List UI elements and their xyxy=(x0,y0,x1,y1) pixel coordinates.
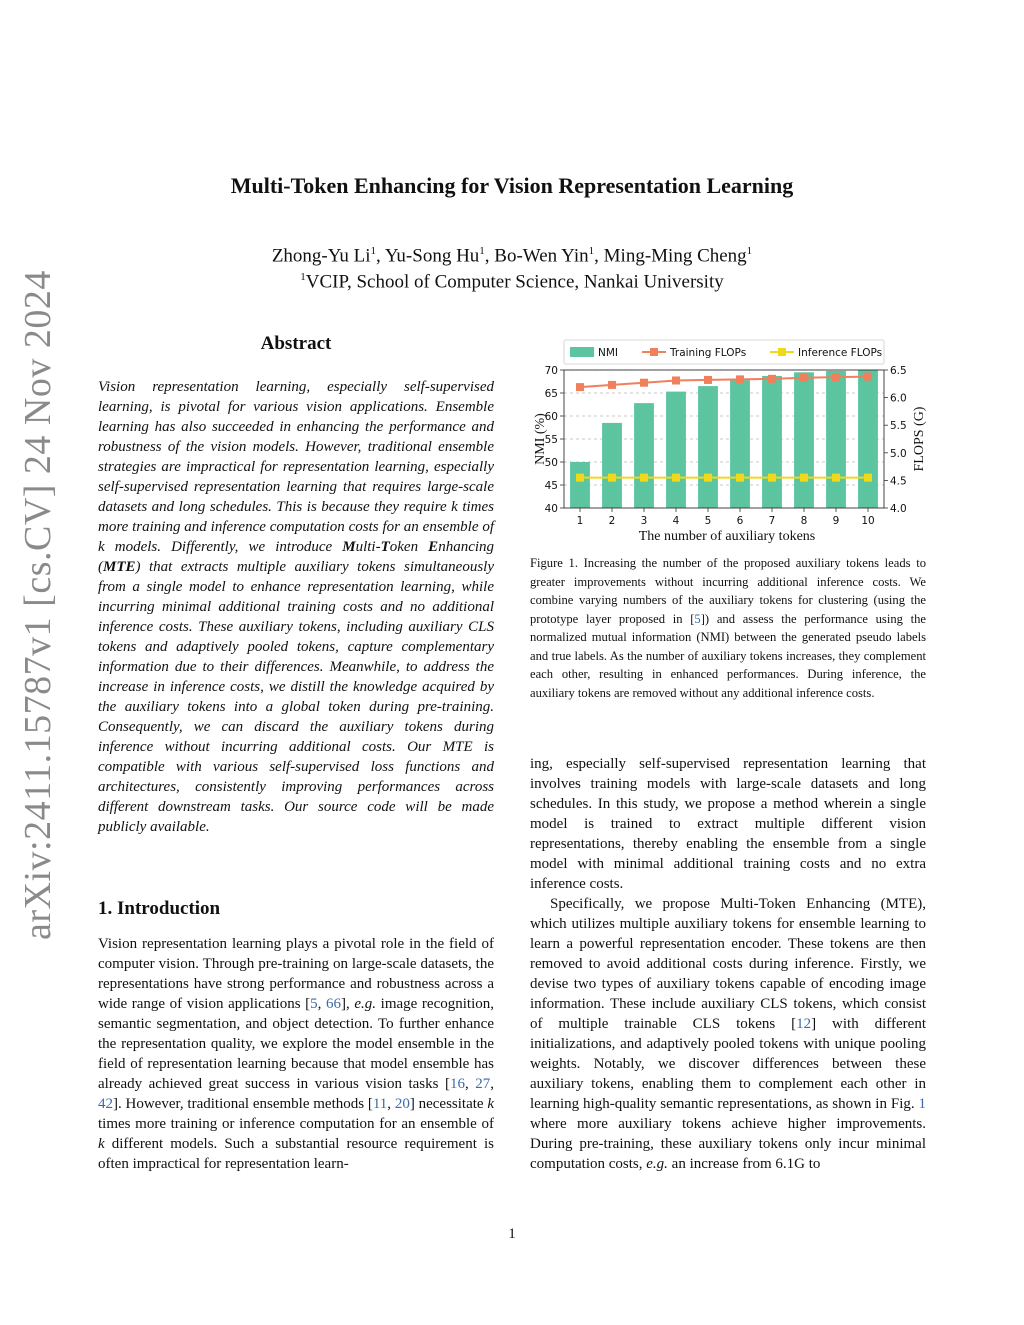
text-run: oken xyxy=(389,539,429,555)
inference-flops-point xyxy=(608,474,616,482)
introduction-body xyxy=(98,934,494,1174)
citation-link[interactable]: 11 xyxy=(372,1096,388,1112)
inference-flops-point xyxy=(576,474,584,482)
nmi-bar xyxy=(666,392,686,508)
method-initial: E xyxy=(428,539,439,555)
citation-link[interactable]: 66 xyxy=(326,996,342,1012)
citation-link[interactable]: 5 xyxy=(694,611,701,626)
y2-tick-label: 4.0 xyxy=(890,503,907,515)
inference-flops-point xyxy=(640,474,648,482)
training-flops-point xyxy=(640,379,648,387)
text-run: , xyxy=(317,996,327,1012)
nmi-bar xyxy=(794,372,814,508)
training-flops-point xyxy=(768,375,776,383)
figure-1-chart xyxy=(530,336,930,546)
page-number: 1 xyxy=(508,1226,516,1242)
text-run: where more auxiliary tokens achieve higher improvements. During pre-training, these auxiliary tokens only incur minimal computation costs, xyxy=(530,1116,926,1172)
y-tick-label: 55 xyxy=(544,434,558,446)
affiliation-text: VCIP, School of Computer Science, Nankai University xyxy=(305,271,724,293)
x-tick-label: 5 xyxy=(704,515,712,527)
inference-flops-point xyxy=(864,474,872,482)
y-tick-label: 40 xyxy=(544,503,558,515)
text-run: different models. Such a substantial resource requirement is often impractical for representation learn- xyxy=(98,1136,494,1172)
nmi-bar xyxy=(762,376,782,508)
section-heading-introduction: 1. Introduction xyxy=(98,898,221,919)
y-tick-label: 65 xyxy=(544,388,558,400)
text-run: , xyxy=(490,1076,495,1092)
author-name: Yu-Song Hu xyxy=(384,245,480,267)
nmi-bar xyxy=(858,370,878,508)
arxiv-identifier: arXiv:2411.15787v1 [cs.CV] 24 Nov 2024 xyxy=(17,270,59,940)
x-tick-label: 8 xyxy=(800,515,808,527)
citation-link[interactable]: 16 xyxy=(450,1076,465,1092)
legend-marker-inference xyxy=(778,348,786,356)
x-tick-label: 10 xyxy=(861,515,875,527)
method-initial: M xyxy=(342,539,356,555)
abbrev-eg: e.g. xyxy=(354,996,377,1012)
nmi-bar xyxy=(602,423,622,508)
text-run: nhancing ( xyxy=(98,539,495,575)
training-flops-point xyxy=(704,376,712,384)
affiliation-marker: 1 xyxy=(588,245,595,257)
text-run: times more training or inference computation for an ensemble of xyxy=(98,1116,494,1132)
citation-link[interactable]: 5 xyxy=(310,996,318,1012)
training-flops-point xyxy=(608,381,616,389)
y2-tick-label: 6.5 xyxy=(890,365,907,377)
math-k: k xyxy=(451,499,458,515)
x-tick-label: 6 xyxy=(736,515,744,527)
training-flops-point xyxy=(864,373,872,381)
text-run: ) that extracts multiple auxiliary tokens simultaneously from a single model to enhance representation learning, while incurring minimal additional training costs and no additional inference costs. These auxiliary tokens, including auxiliary CLS tokens and adaptively pooled tokens, capture complementary information due to their differences. Meanwhile, to address the increase in inference costs, we distill the knowledge acquired by the auxiliary tokens into a global token during pre-training. Consequently, we can discard the auxiliary tokens during inference without incurring additional costs. Our MTE is compatible with various self-supervised loss functions and architectures, consistently improving performances across different downstream tasks. Our source code will be made publicly available. xyxy=(98,559,494,835)
training-flops-line xyxy=(580,377,868,387)
paragraph: ing, especially self-supervised representation learning that involves training models with large-scale datasets and long schedules. In this study, we propose a method wherein a single model is trained to extract multiple different vision representations, thereby enabling the ensemble from a single model with minimal additional training costs and no extra inference costs. xyxy=(530,756,926,892)
x-tick-label: 2 xyxy=(608,515,616,527)
author-separator: , xyxy=(484,245,495,267)
training-flops-point xyxy=(672,376,680,384)
nmi-bar xyxy=(826,371,846,508)
paragraph xyxy=(530,894,926,1174)
text-run: ulti- xyxy=(355,539,381,555)
nmi-bar xyxy=(698,386,718,508)
training-flops-point xyxy=(832,373,840,381)
citation-link[interactable]: 42 xyxy=(98,1096,113,1112)
text-run: Vision representation learning, especially self-supervised learning, is pivotal for various vision applications. Ensemble learning has also succeeded in enhancing the performance and robustness of the vision models. However, traditional ensemble strategies are impractical for representation learning, especially self-supervised representation learning that requires large-scale datasets and long schedules. This is because they require xyxy=(98,379,494,515)
y-tick-label: 50 xyxy=(544,457,558,469)
y2-tick-label: 5.5 xyxy=(890,420,907,433)
affiliation-marker: 1 xyxy=(370,245,377,257)
text-run: ] with different initializations, and adaptively pooled tokens with unique pooling weights. Notably, we discover differences between these auxiliary tokens, enabling them to complement each other in learning high-quality semantic representations, as shown in Fig. xyxy=(530,1016,926,1112)
inference-flops-point xyxy=(672,474,680,482)
affiliation-marker: 1 xyxy=(746,245,753,257)
legend-label-training: Training FLOPs xyxy=(670,347,747,359)
training-flops-point xyxy=(736,375,744,383)
author-name: Ming-Ming Cheng xyxy=(603,245,747,267)
legend-swatch-nmi xyxy=(570,347,594,357)
paper-title: Multi-Token Enhancing for Vision Representation Learning xyxy=(230,173,794,198)
author-name: Bo-Wen Yin xyxy=(494,245,589,267)
math-k: k xyxy=(487,1096,494,1112)
legend-label-inference: Inference FLOPs xyxy=(798,347,883,359)
abbrev-eg: e.g. xyxy=(646,1156,668,1172)
inference-flops-point xyxy=(768,474,776,482)
right-column-body xyxy=(530,754,926,1174)
y-tick-label: 70 xyxy=(544,365,558,377)
chart-legend xyxy=(564,340,884,364)
citation-link[interactable]: 27 xyxy=(475,1076,491,1092)
inference-flops-point xyxy=(704,474,712,482)
figure-1-caption xyxy=(530,554,926,702)
x-axis-label: The number of auxiliary tokens xyxy=(638,529,816,544)
text-run: image recognition, semantic segmentation, and object detection. To further enhance the representation quality, we explore the model ensemble in the field of representation learning because that model ensemble has already achieved great success in various vision tasks [ xyxy=(98,996,494,1092)
inference-flops-point xyxy=(832,474,840,482)
author-separator: , xyxy=(376,245,385,267)
citation-link[interactable]: 20 xyxy=(394,1096,410,1112)
text-run: times more training and inference computation costs for an ensemble of xyxy=(98,499,494,535)
y2-tick-label: 4.5 xyxy=(890,475,907,488)
text-run: ]. However, traditional ensemble methods [ xyxy=(113,1096,373,1112)
figure-reference-link[interactable]: 1 xyxy=(918,1096,926,1112)
text-run: , xyxy=(387,1096,395,1112)
y-axis-label: NMI (%) xyxy=(533,413,548,465)
text-run: ] necessitate xyxy=(409,1096,488,1112)
inference-flops-point xyxy=(736,474,744,482)
nmi-bar xyxy=(730,380,750,508)
text-run: ]) and assess the performance using the normalized mutual information (NMI) between the generated pseudo labels and true labels. As the number of auxiliary tokens increases, they complement each other, resulting in enhanced performances. During inference, the auxiliary tokens are removed without any additional inference costs. xyxy=(530,611,926,700)
math-k: k xyxy=(98,1136,105,1152)
text-run: Vision representation learning plays a pivotal role in the field of computer vision. Through pre-training on large-scale datasets, the representations have strong performance and robustness across a wide range of vision applications [ xyxy=(98,936,494,1012)
abstract-body xyxy=(98,377,494,837)
nmi-bars xyxy=(570,370,878,508)
author-name: Zhong-Yu Li xyxy=(271,245,371,267)
affiliation-marker: 1 xyxy=(300,271,306,283)
training-flops-point xyxy=(800,374,808,382)
legend-marker-training xyxy=(650,348,658,356)
nmi-bar xyxy=(634,403,654,508)
y2-axis-label: FLOPS (G) xyxy=(912,406,927,472)
text-run: Specifically, we propose Multi-Token Enhancing (MTE), which utilizes multiple auxiliary tokens for ensemble learning to learn a powerful representation encoder. These tokens are then removed to avoid additional costs during inference. Firstly, we devise two types of auxiliary tokens capable of encoding image information. These include auxiliary CLS tokens, which consist of multiple trainable CLS tokens [ xyxy=(530,896,926,1032)
text-run: an increase from 6.1G to xyxy=(667,1156,821,1172)
affiliation xyxy=(0,264,1024,295)
method-acronym: MTE xyxy=(103,559,136,575)
text-run: models. Differently, we introduce xyxy=(104,539,343,555)
method-initial: T xyxy=(380,539,390,555)
x-axis-ticks xyxy=(577,508,875,527)
text-run: ], xyxy=(341,996,355,1012)
y2-tick-label: 6.0 xyxy=(890,392,907,405)
x-tick-label: 4 xyxy=(672,515,680,527)
x-tick-label: 3 xyxy=(640,515,648,527)
inference-flops-point xyxy=(800,474,808,482)
legend-label-nmi: NMI xyxy=(598,347,619,359)
abstract-heading: Abstract xyxy=(260,333,332,354)
citation-link[interactable]: 12 xyxy=(796,1016,812,1032)
x-tick-label: 7 xyxy=(768,515,776,527)
y2-axis-ticks xyxy=(884,365,907,515)
text-run: Figure 1. Increasing the number of the proposed auxiliary tokens leads to greater improvements without incurring additional inference costs. We combine varying numbers of the auxiliary tokens for clustering (using the prototype layer proposed in [ xyxy=(530,556,926,626)
y-tick-label: 60 xyxy=(544,411,558,423)
y2-tick-label: 5.0 xyxy=(890,447,907,460)
training-flops-point xyxy=(576,383,584,391)
author-separator: , xyxy=(594,245,604,267)
nmi-bar xyxy=(570,462,590,508)
x-tick-label: 1 xyxy=(576,515,584,527)
y-tick-label: 45 xyxy=(544,480,558,492)
x-tick-label: 9 xyxy=(832,515,840,527)
affiliation-marker: 1 xyxy=(479,245,485,257)
math-k: k xyxy=(98,539,105,555)
text-run: , xyxy=(465,1076,476,1092)
